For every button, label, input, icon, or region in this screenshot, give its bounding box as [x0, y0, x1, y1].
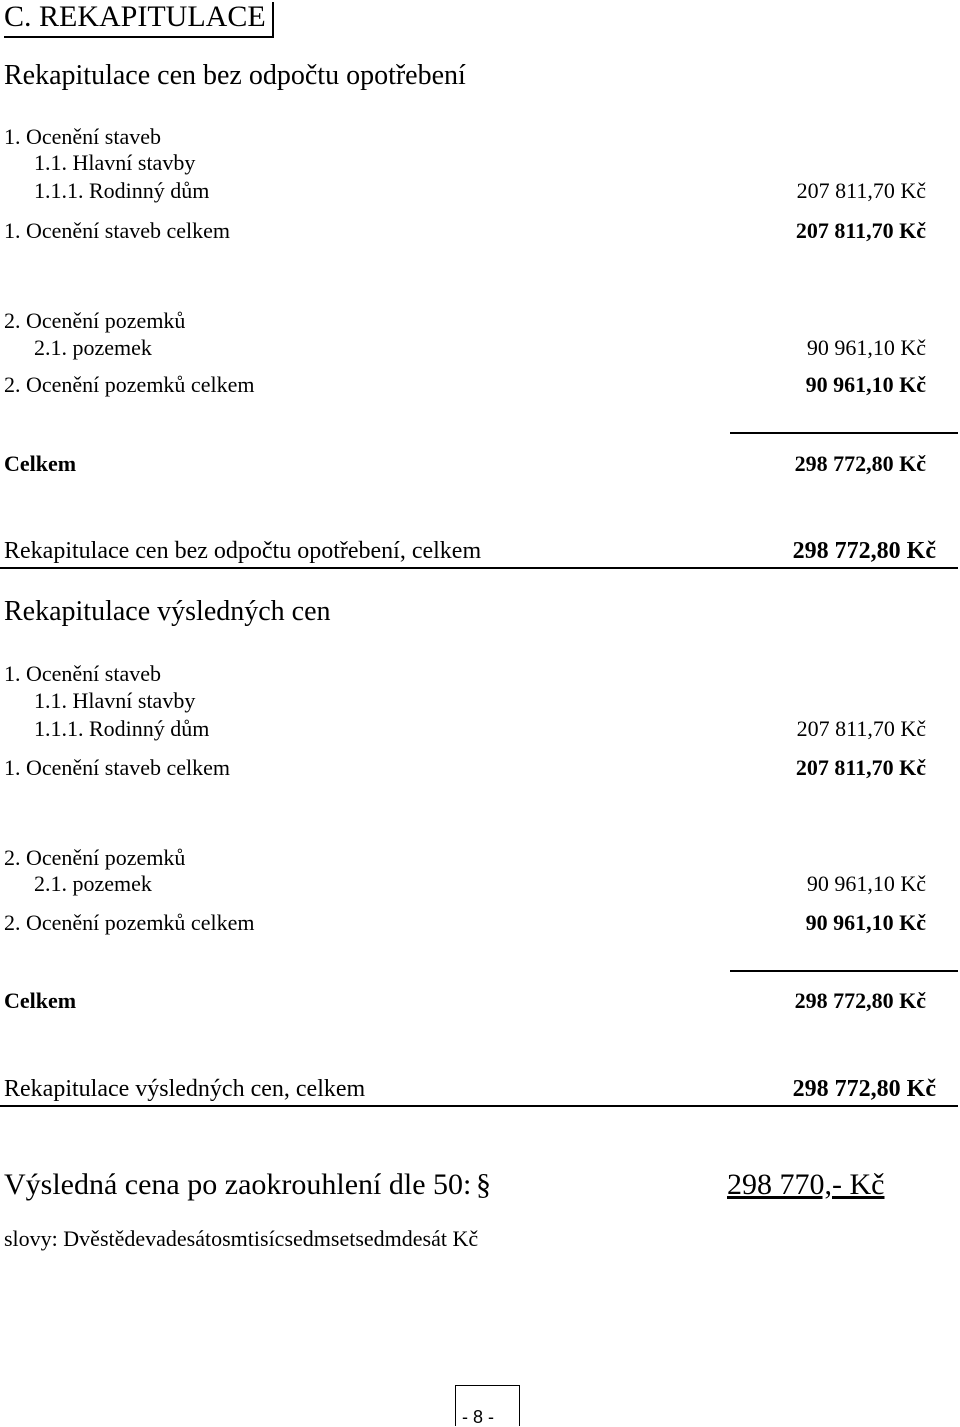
section2-hlavni-stavby: 1.1. Hlavní stavby	[34, 688, 196, 713]
final-price-label: Výsledná cena po zaokrouhlení dle 50:	[4, 1168, 472, 1201]
price-in-words: slovy: Dvěstědevadesátosmtisícsedmsetsedmdesát Kč	[4, 1226, 479, 1251]
section1-pozemek-value: 90 961,10 Kč	[806, 335, 926, 360]
section2-summary-value: 298 772,80 Kč	[792, 1076, 936, 1102]
section1-stavby-heading: 1. Ocenění staveb	[4, 124, 161, 149]
section2-subtotal-line	[730, 970, 958, 972]
section2-pozemek-value: 90 961,10 Kč	[806, 871, 926, 896]
page-heading: C. REKAPITULACE	[4, 2, 274, 38]
section1-celkem-value: 298 772,80 Kč	[794, 451, 926, 476]
section1-summary-value: 298 772,80 Kč	[792, 538, 936, 564]
section2-pozemky-heading: 2. Ocenění pozemků	[4, 845, 186, 870]
section2-pozemky-total-label: 2. Ocenění pozemků celkem	[4, 910, 255, 935]
section2-title: Rekapitulace výsledných cen	[4, 596, 331, 627]
section1-subtotal-line	[730, 432, 958, 434]
section1-hlavni-stavby: 1.1. Hlavní stavby	[34, 150, 196, 175]
section1-pozemky-total-label: 2. Ocenění pozemků celkem	[4, 372, 255, 397]
section1-celkem-label: Celkem	[4, 451, 77, 476]
section2-summary-label: Rekapitulace výsledných cen, celkem	[4, 1076, 366, 1102]
section2-celkem-value: 298 772,80 Kč	[794, 988, 926, 1013]
section-sign-icon: §	[476, 1168, 491, 1201]
section2-rd-value: 207 811,70 Kč	[796, 716, 926, 741]
section2-stavby-heading: 1. Ocenění staveb	[4, 661, 161, 686]
section1-summary-label: Rekapitulace cen bez odpočtu opotřebení, celkem	[4, 538, 482, 564]
section2-pozemky-total-value: 90 961,10 Kč	[805, 910, 926, 935]
section2-stavby-total-value: 207 811,70 Kč	[795, 755, 926, 780]
section1-pozemek-label: 2.1. pozemek	[34, 335, 152, 360]
section1-pozemky-heading: 2. Ocenění pozemků	[4, 308, 186, 333]
section1-rd-value: 207 811,70 Kč	[796, 178, 926, 203]
final-price-value: 298 770,- Kč	[727, 1168, 885, 1201]
section1-stavby-total-value: 207 811,70 Kč	[795, 218, 926, 243]
section1-summary-underline	[0, 567, 958, 569]
section2-rd-label: 1.1.1. Rodinný dům	[34, 716, 210, 741]
section1-stavby-total-label: 1. Ocenění staveb celkem	[4, 218, 231, 243]
section2-stavby-total-label: 1. Ocenění staveb celkem	[4, 755, 231, 780]
section1-rd-label: 1.1.1. Rodinný dům	[34, 178, 210, 203]
section1-title: Rekapitulace cen bez odpočtu opotřebení	[4, 60, 466, 91]
section2-pozemek-label: 2.1. pozemek	[34, 871, 152, 896]
section2-celkem-label: Celkem	[4, 988, 77, 1013]
section1-pozemky-total-value: 90 961,10 Kč	[805, 372, 926, 397]
page-number: - 8 -	[462, 1407, 495, 1427]
section2-summary-underline	[0, 1105, 958, 1107]
